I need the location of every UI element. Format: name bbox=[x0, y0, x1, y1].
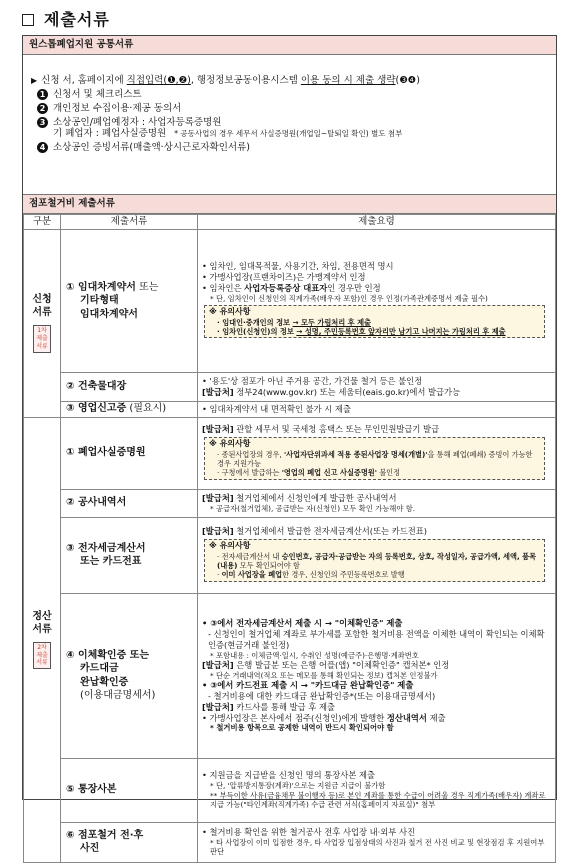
header-requirement: 제출요령 bbox=[198, 214, 556, 229]
header-document: 제출서류 bbox=[61, 214, 198, 229]
demolition-docs-title: 점포철거비 제출서류 bbox=[23, 195, 556, 214]
req-transfer-confirmation: • ③에서 전자세금계산서 제출 시 → "이체확인증" 제출 - 신청인이 철거업체 계좌로 부가세를 포함한 철거비용 전액을 이체한 내역이 확인되는 이체확인증(현금거래 불인정) * 포함내용 : 이체금액·일시, 수취인 성명(예금주)·은행명·계좌번호 [발급처] 은행 발급분 또는 은행 어플(앱) "이체확인증" 캡처본* 인정 * 단순 거래내역(적요 또는 메모를 통해 확인되는 정보) 캡처본 인정불가 • ③에서 카드전표 제출 시 → "카드대금 완납확인증" 제출 - 철거비용에 대한 카드대금 완납확인증*(또는 이용대금명세서) [발급처] 카드사를 통해 발급 후 제출 • 가맹사업장은 본사에서 점주(신청인)에게 발행한 정산내역서 제출 * 철거비용 항목으로 공제한 내역이 반드시 확인되어야 함 bbox=[198, 593, 556, 758]
page-title: 제출서류 bbox=[44, 10, 110, 29]
caution-box: ※ 유의사항 · 종된사업장의 경우, '사업자단위과세 적용 종된사업장 명세(개별)'을 통해 폐업(폐쇄) 증빙이 가능한 경우 지원가능 · 구청에서 발급하는 '영업의 폐업 신고 사실증명원' 불인정 bbox=[204, 437, 545, 479]
number-badge: 4 bbox=[37, 142, 48, 153]
common-item: 1 신청서 및 체크리스트 bbox=[37, 89, 550, 101]
caution-box: ※ 유의사항 · 임대인·중개인의 정보 → 모두 가림처리 후 제출 · 임차인(신청인)의 정보 → 성명, 주민등록번호 앞자리만 남기고 나머지는 가림처리 후 제출 bbox=[204, 305, 545, 338]
req-building-register: • '용도'상 점포가 아닌 주거용 공간, 가건물 철거 등은 불인정 [발급처] 정부24(www.gov.kr) 또는 세움터(eais.go.kr)에서 발급가능 bbox=[198, 372, 556, 401]
req-business-permit: • 임대차계약서 내 면적확인 불가 시 제출 bbox=[198, 401, 556, 417]
category-apply: 신청 서류 1차 제출 서류 bbox=[24, 229, 61, 417]
demolition-docs-table bbox=[23, 214, 556, 863]
doc-bankbook-copy: ⑤ 통장사본 bbox=[61, 758, 198, 822]
table-row bbox=[24, 401, 556, 417]
table-row bbox=[24, 822, 556, 862]
common-item: 4 소상공인 증빙서류(매출액·상시근로자확인서류) bbox=[37, 142, 550, 154]
common-subitem: 기 폐업자 : 폐업사실증명원 * 공동사업의 경우 세무서 사실증명원(개업일~탈퇴일 확인) 별도 첨부 bbox=[53, 128, 403, 140]
documents-panel bbox=[22, 35, 557, 857]
triangle-bullet-icon: ▶ bbox=[31, 75, 38, 85]
table-row bbox=[24, 758, 556, 822]
common-item: 2 개인정보 수집이용·제공 동의서 bbox=[37, 103, 550, 115]
table-row bbox=[24, 517, 556, 593]
common-docs-title: 원스톱폐업지원 공통서류 bbox=[23, 36, 556, 55]
req-lease-contract: • 임차인, 임대목적물, 사용기간, 차임, 전용면적 명시 • 가맹사업장(프랜차이즈)은 가맹계약서 인정 • 임차인은 사업자등록증상 대표자인 경우만 인정 * 단, 임차인이 신청인의 직계가족(배우자 포함)인 경우 인정(가족관계증명서 제출 필수) ※ 유의사항 · 임대인·중개인의 정보 → 모두 가림처리 후 제출 · 임차인(신청인)의 정보 → 성명, 주민등록번호 앞자리만 남기고 나머지는 가림처리 후 제출 bbox=[198, 229, 556, 372]
doc-business-permit: ③ 영업신고증 (필요시) bbox=[61, 401, 198, 417]
table-row bbox=[24, 229, 556, 372]
caution-box: ※ 유의사항 · 전자세금계산서 내 승인번호, 공급자·공급받는 자의 등록번호, 상호, 작성일자, 공급가액, 세액, 품목(내용) 모두 확인되어야 함 · 이미 사업장을 폐업한 경우, 신청인의 주민등록번호로 발행 bbox=[204, 539, 545, 581]
table-row bbox=[24, 417, 556, 489]
table-row bbox=[24, 372, 556, 401]
section-heading bbox=[22, 10, 110, 30]
req-tax-invoice: [발급처] 철거업체에서 발급한 전자세금계산서(또는 카드전표) ※ 유의사항 · 전자세금계산서 내 승인번호, 공급자·공급받는 자의 등록번호, 상호, 작성일자, 공급가액, 세액, 품목(내용) 모두 확인되어야 함 · 이미 사업장을 폐업한 경우, 신청인의 주민등록번호로 발행 bbox=[198, 517, 556, 593]
common-lead-text: 신청 서, 홈페이지에 직접입력(❶,❷), 행정정보공동이용시스템 이용 동의 시 제출 생략(❸❹) bbox=[41, 74, 420, 86]
number-badge: 2 bbox=[37, 103, 48, 114]
table-row bbox=[24, 593, 556, 758]
common-docs-body bbox=[23, 55, 556, 195]
req-store-photos: • 철거비용 확인을 위한 철거공사 전후 사업장 내·외부 사진 * 타 사업장이 이미 입점한 경우, 타 사업장 입점상태의 사진과 철거 전 사진 비교 및 현장점검 후 지원여부 판단 bbox=[198, 822, 556, 862]
stage-tag: 2차 제출 서류 bbox=[33, 642, 51, 669]
doc-lease-contract: ① 임대차계약서 또는 기타형태 임대차계약서 bbox=[61, 229, 198, 372]
doc-building-register: ② 건축물대장 bbox=[61, 372, 198, 401]
stage-tag: 1차 제출 서류 bbox=[33, 325, 51, 352]
table-header-row bbox=[24, 214, 556, 229]
common-item: 3 소상공인/폐업예정자 : 사업자등록증명원 bbox=[37, 117, 550, 129]
req-construction-statement: [발급처] 철거업체에서 신청인에게 발급한 공사내역서 * 공급자(철거업체), 공급받는 자(신청인) 모두 확인 가능해야 함. bbox=[198, 489, 556, 517]
doc-construction-statement: ② 공사내역서 bbox=[61, 489, 198, 517]
req-closure-certificate: [발급처] 관할 세무서 및 국세청 홈택스 또는 무인민원발급기 발급 ※ 유의사항 · 종된사업장의 경우, '사업자단위과세 적용 종된사업장 명세(개별)'을 통해 폐업(폐쇄) 증빙이 가능한 경우 지원가능 · 구청에서 발급하는 '영업의 폐업 신고 사실증명원' 불인정 bbox=[198, 417, 556, 489]
doc-transfer-confirmation: ④ 이체확인증 또는 카드대금 완납확인증 (이용대금명세서) bbox=[61, 593, 198, 758]
doc-tax-invoice: ③ 전자세금계산서 또는 카드전표 bbox=[61, 517, 198, 593]
table-row bbox=[24, 489, 556, 517]
checkbox-icon bbox=[22, 14, 34, 26]
common-lead bbox=[31, 75, 550, 87]
number-badge: 3 bbox=[37, 117, 48, 128]
header-category: 구분 bbox=[24, 214, 61, 229]
doc-store-photos: ⑥ 점포철거 전·후 사진 bbox=[61, 822, 198, 862]
req-bankbook-copy: • 지원금을 지급받을 신청인 명의 통장사본 제출 * 단, '압류방지통장(계좌)'으로는 지원금 지급이 불가함 ** 부득이한 사유(금융채무 불이행자 등)로 본인 계좌를 통한 수급이 어려울 경우 직계가족(배우자) 계좌로 지급 가능("타인계좌(직계가족) 수급 관련 서식(홈페이지 자료실)" 첨부 bbox=[198, 758, 556, 822]
doc-closure-certificate: ① 폐업사실증명원 bbox=[61, 417, 198, 489]
number-badge: 1 bbox=[37, 89, 48, 100]
category-settle: 정산 서류 2차 제출 서류 bbox=[24, 417, 61, 862]
